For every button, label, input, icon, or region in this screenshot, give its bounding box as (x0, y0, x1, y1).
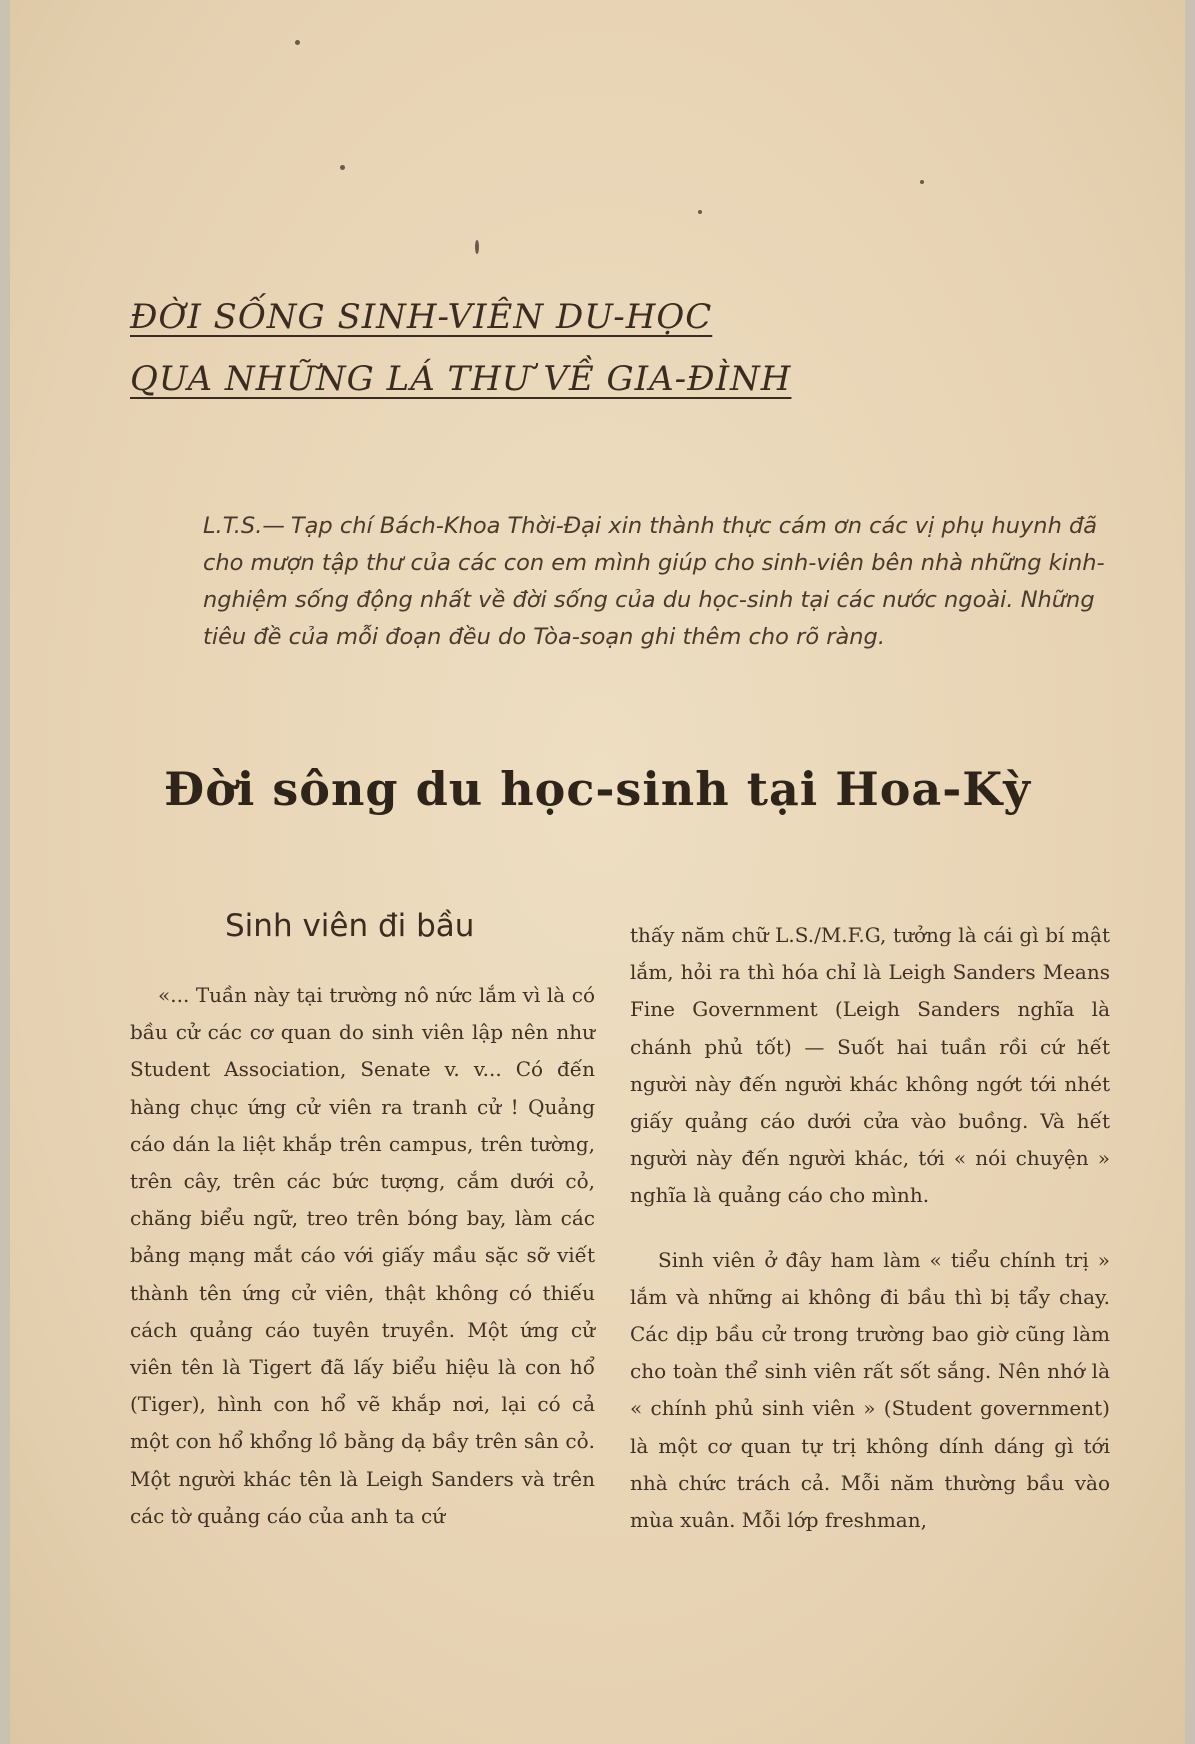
article-title (130, 297, 792, 399)
paper-speck (920, 180, 924, 184)
editor-note-label: L.T.S.— (203, 513, 285, 539)
editor-note-text: Tạp chí Bách-Khoa Thời-Đại xin thành thực cám ơn các vị phụ huynh đã cho mượn tập thư của các con em mình giúp cho sinh-viên bên nhà những kinh-nghiệm sống động nhất về đời sống của du học-sinh tại các nước ngoài. Những tiêu đề của mỗi đoạn đều do Tòa-soạn ghi thêm cho rõ ràng. (203, 513, 1105, 650)
subheading: Sinh viên đi bầu (225, 908, 475, 944)
title-line-2: QUA NHỮNG LÁ THƯ VỀ GIA-ĐÌNH (130, 359, 792, 399)
paper-speck (698, 210, 702, 214)
right-column-paragraph-1: thấy năm chữ L.S./M.F.G, tưởng là cái gì bí mật lắm, hỏi ra thì hóa chỉ là Leigh Sanders Means Fine Government (Leigh Sanders nghĩa là chánh phủ tốt) — Suốt hai tuần rồi cứ hết người này đến người khác không ngớt tới nhét giấy quảng cáo dưới cửa vào buồng. Và hết người này đến người khác, tới « nói chuyện » nghĩa là quảng cáo cho mình. (630, 923, 1110, 1208)
paper-speck (475, 240, 479, 254)
title-line-1: ĐỜI SỐNG SINH-VIÊN DU-HỌC (130, 297, 713, 337)
editor-note (203, 508, 1118, 656)
left-column (130, 905, 595, 1535)
section-heading: Đời sông du học-sinh tại Hoa-Kỳ (164, 762, 1031, 816)
paper-speck (340, 165, 345, 170)
magazine-page (10, 0, 1185, 1744)
right-column (630, 917, 1110, 1539)
left-column-text: «... Tuần này tại trường nô nức lắm vì là có bầu cử các cơ quan do sinh viên lập nên như Student Association, Senate v. v... Có đến hàng chục ứng cử viên ra tranh cử ! Quảng cáo dán la liệt khắp trên campus, trên tường, trên cây, trên các bức tượng, cắm dưới cỏ, chăng biểu ngữ, treo trên bóng bay, làm các bảng mạng mắt cáo với giấy mầu sặc sỡ viết thành tên ứng cử viên, thật không có thiếu cách quảng cáo tuyên truyền. Một ứng cử viên tên là Tigert đã lấy biểu hiệu là con hổ (Tiger), hình con hổ vẽ khắp nơi, lại có cả một con hổ khổng lồ bằng dạ bầy trên sân cỏ. Một người khác tên là Leigh Sanders và trên các tờ quảng cáo của anh ta cứ (130, 983, 595, 1528)
right-column-paragraph-2: Sinh viên ở đây ham làm « tiểu chính trị » lắm và những ai không đi bầu thì bị tẩy chay. Các dịp bầu cử trong trường bao giờ cũng làm cho toàn thể sinh viên rất sốt sắng. Nên nhớ là « chính phủ sinh viên » (Student government) là một cơ quan tự trị không dính dáng gì tới nhà chức trách cả. Mỗi năm thường bầu vào mùa xuân. Mỗi lớp freshman, (630, 1247, 1110, 1533)
paper-speck (295, 40, 300, 45)
